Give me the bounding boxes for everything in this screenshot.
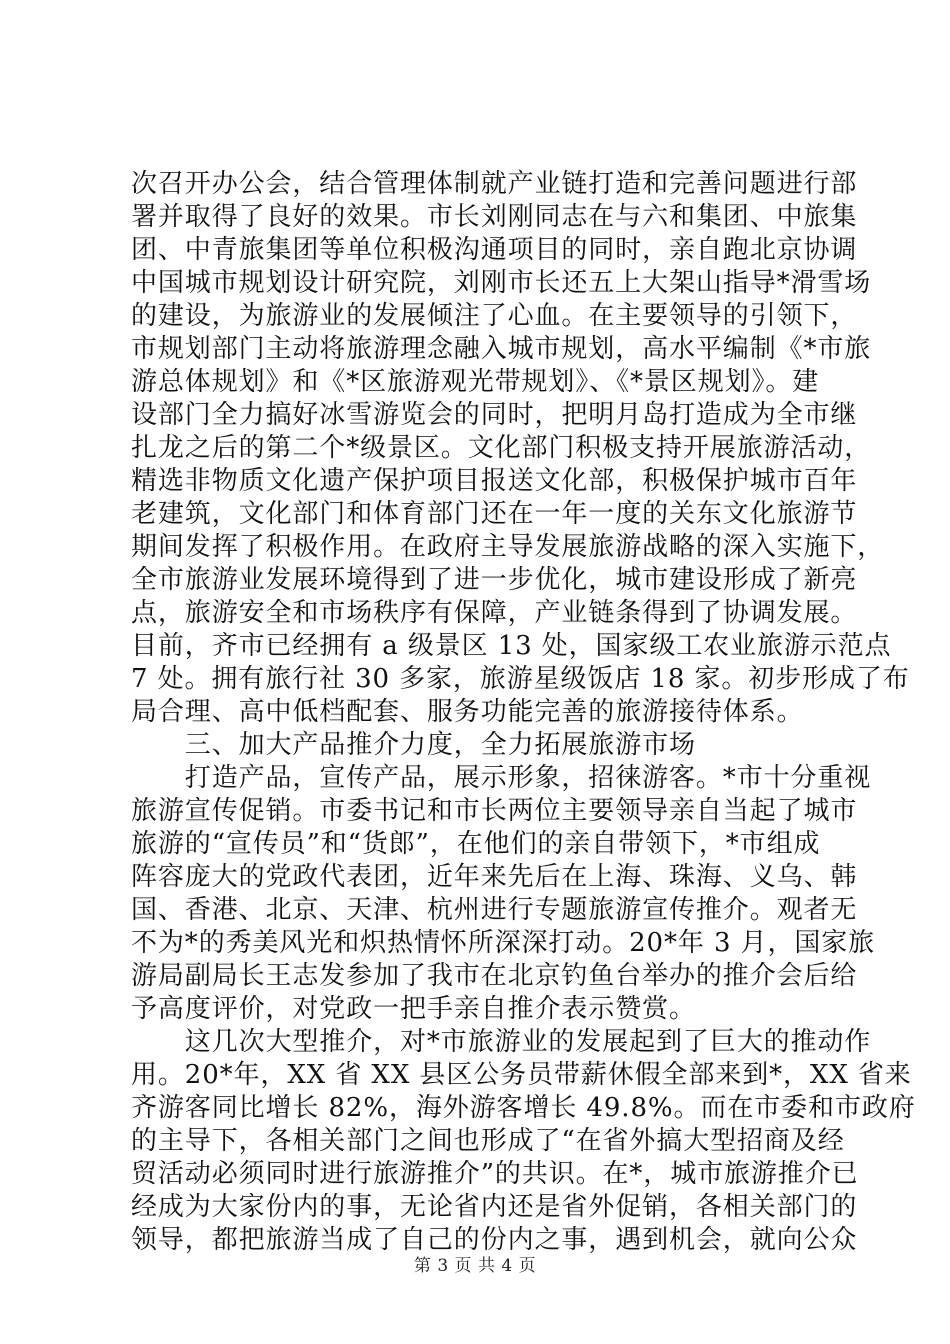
text-line: 次召开办公会，结合管理体制就产业链打造和完善问题进行部	[131, 169, 858, 199]
text-line: 7 处。拥有旅行社 30 多家，旅游星级饭店 18 家。初步形成了布	[131, 664, 910, 694]
text-line: 经成为大家份内的事，无论省内还是省外促销，各相关部门的	[131, 1192, 858, 1222]
text-line: 期间发挥了积极作用。在政府主导发展旅游战略的深入实施下，	[131, 532, 885, 562]
text-line: 精选非物质文化遗产保护项目报送文化部，积极保护城市百年	[131, 466, 858, 496]
text-line: 不为*的秀美风光和炽热情怀所深深打动。20*年 3 月，国家旅	[131, 928, 876, 958]
text-line: 旅游的“宣传员”和“货郎”，在他们的亲自带领下，*市组成	[131, 829, 821, 859]
text-line: 这几次大型推介，对*市旅游业的发展起到了巨大的推动作	[131, 1027, 872, 1057]
text-line: 目前，齐市已经拥有 a 级景区 13 处，国家级工农业旅游示范点	[131, 631, 892, 661]
text-line: 贸活动必须同时进行旅游推介”的共识。在*，城市旅游推介已	[131, 1159, 859, 1189]
text-line: 予高度评价，对党政一把手亲自推介表示赞赏。	[131, 994, 696, 1024]
page-footer: 第 3 页 共 4 页	[413, 1256, 537, 1276]
text-line: 齐游客同比增长 82%，海外游客增长 49.8%。而在市委和市政府	[131, 1093, 916, 1123]
text-line: 市规划部门主动将旅游理念融入城市规划，高水平编制《*市旅	[131, 334, 872, 364]
text-line: 三、加大产品推介力度，全力拓展旅游市场	[131, 730, 696, 760]
text-line: 团、中青旅集团等单位积极沟通项目的同时，亲自跑北京协调	[131, 235, 858, 265]
text-line: 全市旅游业发展环境得到了进一步优化，城市建设形成了新亮	[131, 565, 858, 595]
text-line: 局合理、高中低档配套、服务功能完善的旅游接待体系。	[131, 697, 804, 727]
text-line: 设部门全力搞好冰雪游览会的同时，把明月岛打造成为全市继	[131, 400, 858, 430]
text-line: 用。20*年，XX 省 XX 县区公务员带薪休假全部来到*，XX 省来	[131, 1060, 912, 1090]
text-line: 署并取得了良好的效果。市长刘刚同志在与六和集团、中旅集	[131, 202, 858, 232]
text-line: 的建设，为旅游业的发展倾注了心血。在主要领导的引领下，	[131, 301, 858, 331]
text-line: 老建筑，文化部门和体育部门还在一年一度的关东文化旅游节	[131, 499, 858, 529]
text-line: 领导，都把旅游当成了自己的份内之事，遇到机会，就向公众	[131, 1225, 858, 1255]
text-line: 打造产品，宣传产品，展示形象，招徕游客。*市十分重视	[131, 763, 872, 793]
text-line: 游总体规划》和《*区旅游观光带规划》、《*景区规划》。建	[131, 367, 820, 397]
text-line: 旅游宣传促销。市委书记和市长两位主要领导亲自当起了城市	[131, 796, 858, 826]
text-line: 中国城市规划设计研究院，刘刚市长还五上大架山指导*滑雪场	[131, 268, 872, 298]
body-text	[131, 168, 916, 1257]
text-line: 阵容庞大的党政代表团，近年来先后在上海、珠海、义乌、韩	[131, 862, 858, 892]
text-line: 扎龙之后的第二个*级景区。文化部门积极支持开展旅游活动，	[131, 433, 872, 463]
text-line: 国、香港、北京、天津、杭州进行专题旅游宣传推介。观者无	[131, 895, 858, 925]
text-line: 游局副局长王志发参加了我市在北京钓鱼台举办的推介会后给	[131, 961, 858, 991]
text-line: 的主导下，各相关部门之间也形成了“在省外搞大型招商及经	[131, 1126, 845, 1156]
text-line: 点，旅游安全和市场秩序有保障，产业链条得到了协调发展。	[131, 598, 858, 628]
